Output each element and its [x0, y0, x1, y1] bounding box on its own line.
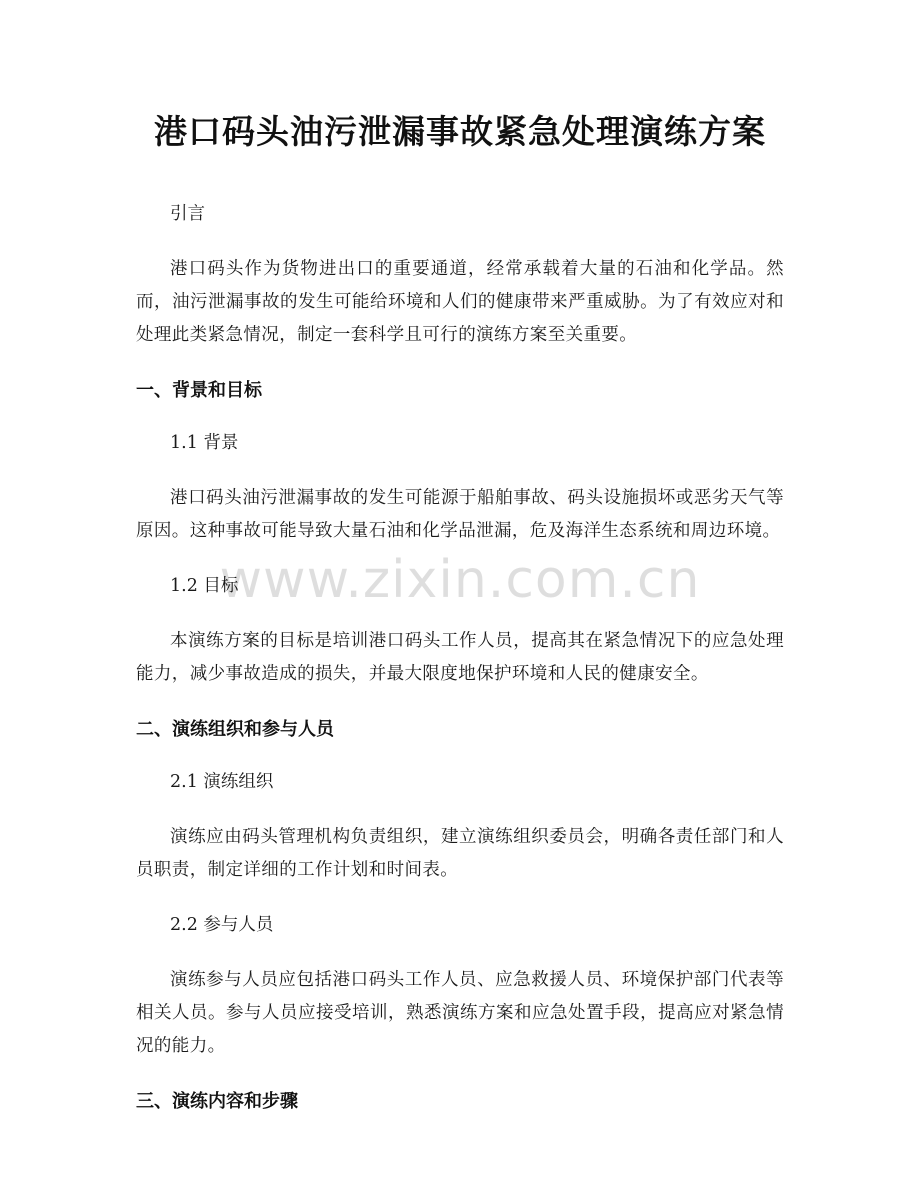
subsection-paragraph-goals: 本演练方案的目标是培训港口码头工作人员，提高其在紧急情况下的应急处理能力，减少事故造成的损失，并最大限度地保护环境和人民的健康安全。	[136, 631, 784, 684]
subsection-label-goals: 1.2 目标	[170, 576, 239, 596]
subsection-label-background: 1.1 背景	[170, 433, 239, 453]
section-heading-organization-participants: 二、演练组织和参与人员	[136, 719, 334, 740]
subsection-paragraph-background: 港口码头油污泄漏事故的发生可能源于船舶事故、码头设施损坏或恶劣天气等原因。这种事故可能导致大量石油和化学品泄漏，危及海洋生态系统和周边环境。	[136, 488, 784, 541]
section-heading-content-steps: 三、演练内容和步骤	[136, 1091, 298, 1112]
intro-label: 引言	[170, 204, 205, 224]
subsection-label-organization: 2.1 演练组织	[170, 772, 274, 792]
document-title: 港口码头油污泄漏事故紧急处理演练方案	[154, 112, 766, 151]
watermark-text: www.zixin.com.cn	[219, 550, 701, 610]
subsection-paragraph-participants: 演练参与人员应包括港口码头工作人员、应急救援人员、环境保护部门代表等相关人员。参与人员应接受培训，熟悉演练方案和应急处置手段，提高应对紧急情况的能力。	[136, 970, 784, 1056]
subsection-paragraph-organization: 演练应由码头管理机构负责组织，建立演练组织委员会，明确各责任部门和人员职责，制定详细的工作计划和时间表。	[136, 827, 784, 880]
subsection-label-participants: 2.2 参与人员	[170, 915, 274, 935]
section-heading-background-goals: 一、背景和目标	[136, 380, 262, 401]
intro-paragraph: 港口码头作为货物进出口的重要通道，经常承载着大量的石油和化学品。然而，油污泄漏事故的发生可能给环境和人们的健康带来严重威胁。为了有效应对和处理此类紧急情况，制定一套科学且可行的演练方案至关重要。	[136, 259, 784, 345]
